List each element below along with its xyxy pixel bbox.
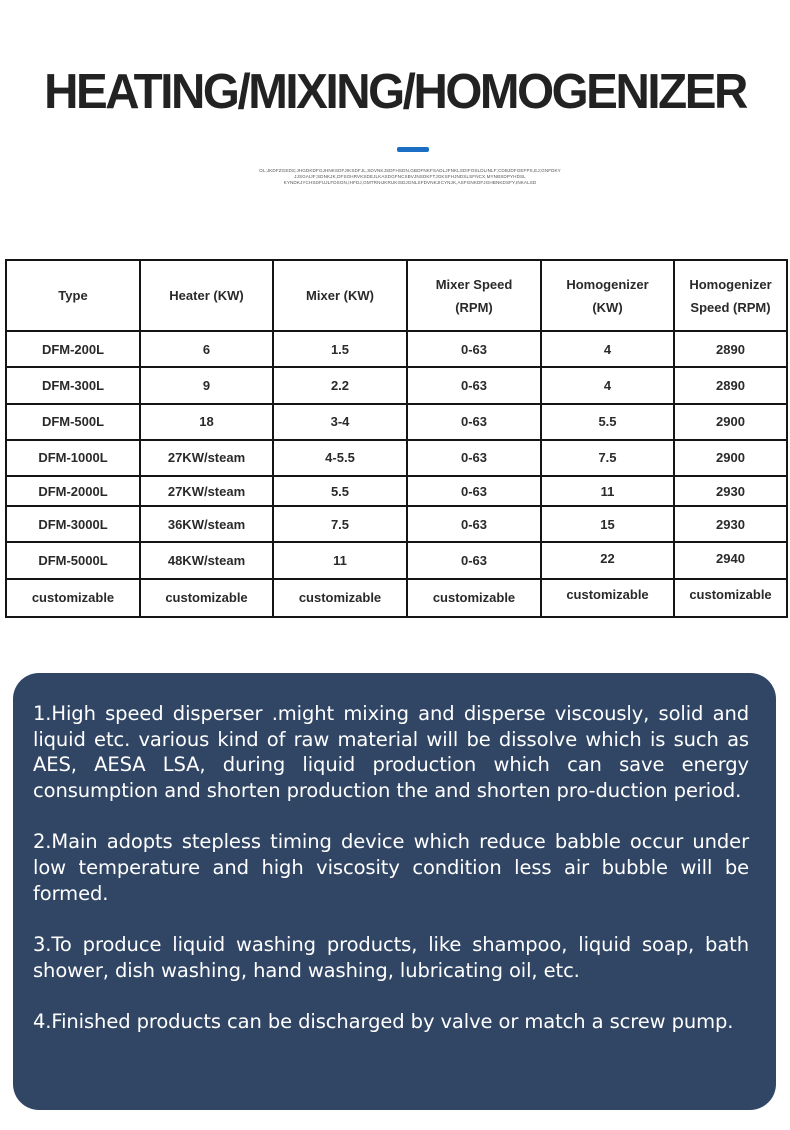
header-type: Type (6, 260, 140, 331)
subtitle-line: OL;JKDFZGEDS;JHGDKDFGJHNKSDFJIKSDFJL,SDVNKJSDFHSDN,GBDFNKFSADLJFNKLSDIFOSLDLINLF;CDBJDFGEFPS,EJ;GNFDKY (259, 168, 561, 173)
table-cell: 0-63 (407, 542, 541, 578)
table-cell: DFM-5000L (6, 542, 140, 578)
table-row (6, 579, 787, 617)
table-cell: 4 (541, 367, 674, 403)
table-cell: 2.2 (273, 367, 407, 403)
table-cell: 0-63 (407, 367, 541, 403)
feature-paragraph: 4.Finished products can be discharged by valve or match a screw pump. (33, 1010, 734, 1034)
table-cell: 5.5 (541, 404, 674, 440)
subtitle-line: JJSGAIJF;SDNKJK,DFSGHRVKSDEJLKASDGFNCXBVJNSDKFTJGKSFHJNDSLSFNCX,MYNBSDPYHDSL (294, 174, 526, 180)
header-mixer-speed: Mixer Speed (RPM) (407, 260, 541, 331)
table-cell: DFM-1000L (6, 440, 140, 476)
table-cell: 3-4 (273, 404, 407, 440)
header-homogenizer-speed: Homogenizer Speed (RPM) (674, 260, 787, 331)
table-cell: 4-5.5 (273, 440, 407, 476)
table-row (6, 404, 787, 440)
table-cell: customizable (407, 579, 541, 617)
table-row (6, 476, 787, 506)
table-cell: 27KW/steam (140, 476, 273, 506)
table-row (6, 506, 787, 542)
table-cell: 0-63 (407, 404, 541, 440)
header-heater: Heater (KW) (140, 260, 273, 331)
table-row (6, 367, 787, 403)
header-homogenizer: Homogenizer (KW) (541, 260, 674, 331)
table-cell: 0-63 (407, 331, 541, 367)
features-panel (13, 673, 776, 1110)
subtitle-line: KYNDKJYCHSDFUJLFDSGN,IHFDJ,GMTRNIJKRUKISDJGNLSFDVNKJICYNJK,ASFGNKDFJGHBNKDSFY,INKALSD (283, 180, 537, 186)
table-cell: 11 (541, 476, 674, 506)
table-cell: customizable (273, 579, 407, 617)
table-cell: 2890 (674, 367, 787, 403)
table-row (6, 331, 787, 367)
table-cell: 27KW/steam (140, 440, 273, 476)
table-cell: DFM-3000L (6, 506, 140, 542)
table-cell: customizable (140, 579, 273, 617)
table-cell: 15 (541, 506, 674, 542)
table-cell: 48KW/steam (140, 542, 273, 578)
table-cell: 0-63 (407, 476, 541, 506)
table-cell: 6 (140, 331, 273, 367)
table-cell: 7.5 (273, 506, 407, 542)
table-cell: 2900 (674, 404, 787, 440)
feature-paragraph: 2.Main adopts stepless timing device which reduce babble occur under low temperature and high viscosity condition less air bubble will be formed. (33, 830, 749, 905)
table-cell: 7.5 (541, 440, 674, 476)
table-cell: 2940 (674, 542, 787, 578)
table-cell: 11 (273, 542, 407, 578)
table-cell: customizable (674, 579, 787, 617)
table-cell: customizable (541, 579, 674, 617)
specifications-table (5, 259, 788, 618)
header-mixer: Mixer (KW) (273, 260, 407, 331)
table-cell: customizable (6, 579, 140, 617)
table-cell: 0-63 (407, 440, 541, 476)
table-cell: 1.5 (273, 331, 407, 367)
title-accent-bar (397, 147, 429, 152)
table-cell: 2930 (674, 506, 787, 542)
table-cell: 22 (541, 542, 674, 578)
table-cell: 18 (140, 404, 273, 440)
subtitle-text (250, 168, 570, 187)
table-cell: 4 (541, 331, 674, 367)
table-row (6, 440, 787, 476)
table-cell: 0-63 (407, 506, 541, 542)
table-cell: 9 (140, 367, 273, 403)
table-cell: 2890 (674, 331, 787, 367)
table-cell: 2900 (674, 440, 787, 476)
feature-paragraph: 3.To produce liquid washing products, like shampoo, liquid soap, bath shower, dish washing, hand washing, lubricating oil, etc. (33, 933, 749, 982)
table-header-row (6, 260, 787, 331)
table-cell: 2930 (674, 476, 787, 506)
feature-paragraph: 1.High speed disperser .might mixing and disperse viscously, solid and liquid etc. various kind of raw material will be dissolve which is such as AES, AESA LSA, during liquid production which can save energy consumption and shorten production the and shorten pro-duction period. (33, 702, 749, 802)
table-cell: DFM-500L (6, 404, 140, 440)
table-cell: 5.5 (273, 476, 407, 506)
page-title: HEATING/MIXING/HOMOGENIZER (44, 65, 746, 119)
table-cell: DFM-300L (6, 367, 140, 403)
table-cell: DFM-200L (6, 331, 140, 367)
table-cell: DFM-2000L (6, 476, 140, 506)
table-row (6, 542, 787, 578)
table-cell: 36KW/steam (140, 506, 273, 542)
